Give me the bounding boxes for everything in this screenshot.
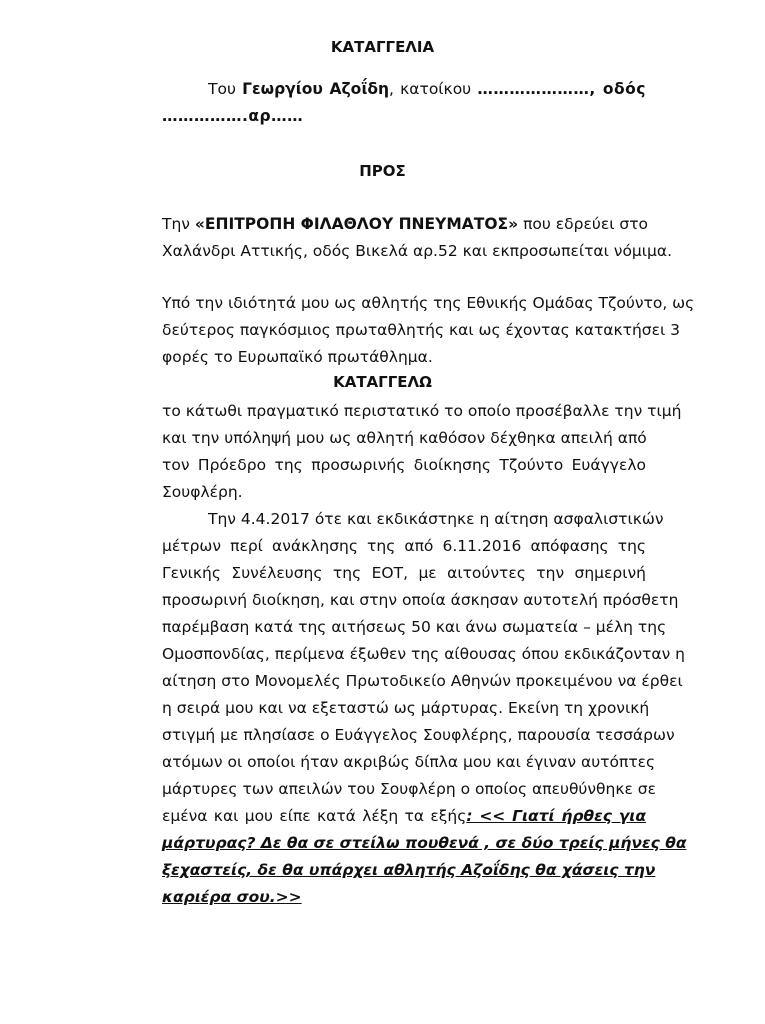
narrative-line: Την 4.4.2017 ότε και εκδικάστηκε η αίτηση ασφαλιστικών (208, 510, 664, 528)
recipient-prefix: Την (162, 215, 190, 233)
to-heading: ΠΡΟΣ (359, 162, 406, 180)
recipient-line-1 (162, 211, 649, 238)
quote-line: ξεχαστείς, δε θα υπάρχει αθλητής Αζοΐδης θα χάσεις την (162, 861, 656, 879)
narrative-line: η σειρά μου και να εξεταστώ ως μάρτυρας. Εκείνη τη χρονική (162, 699, 650, 717)
recipient-seat: που εδρεύει στο (523, 215, 649, 233)
sender-block (162, 76, 646, 130)
quote-line: μάρτυρας? Δε θα σε στείλω πουθενά , σε δύο τρείς μήνες θα (162, 834, 687, 852)
incident-line: τον Πρόεδρο της προσωρινής διοίκησης Τζούντο Ευάγγελο (162, 456, 646, 474)
narrative-paragraph (162, 506, 687, 911)
recipient-block (162, 211, 673, 265)
sender-address-blank: …………………, οδός (477, 80, 646, 98)
narrative-quote-start-line (162, 803, 646, 830)
capacity-paragraph (162, 290, 695, 371)
narrative-last-text: εμένα και μου είπε κατά λέξη τα εξής (162, 807, 467, 825)
narrative-line: προσωρινή διοίκηση, και στην οποία άσκησαν αυτοτελή πρόσθετη (162, 591, 679, 609)
capacity-line: δεύτερος παγκόσμιος πρωταθλητής και ως έχοντας κατακτήσει 3 (162, 321, 681, 339)
narrative-line: ατόμων οι οποίοι ήταν ακριβώς δίπλα μου και έγιναν αυτόπτες (162, 753, 656, 771)
capacity-line: φορές το Ευρωπαϊκό πρωτάθλημα. (162, 348, 433, 366)
recipient-line-2: Χαλάνδρι Αττικής, οδός Βικελά αρ.52 και εκπροσωπείται νόμιμα. (162, 242, 673, 260)
incident-paragraph (162, 398, 682, 506)
narrative-line: στιγμή με πλησίασε ο Ευάγγελος Σουφλέρης, παρουσία τεσσάρων (162, 726, 675, 744)
recipient-name: «ΕΠΙΤΡΟΠΗ ΦΙΛΑΘΛΟΥ ΠΝΕΥΜΑΤΟΣ» (194, 215, 519, 233)
quote-end: καριέρα σου.>> (162, 888, 302, 906)
capacity-line: Υπό την ιδιότητά μου ως αθλητής της Εθνικής Ομάδας Τζούντο, ως (162, 294, 695, 312)
narrative-line: μέτρων περί ανάκλησης της από 6.11.2016 απόφασης της (162, 537, 646, 555)
narrative-line: αίτηση στο Μονομελές Πρωτοδικείο Αθηνών προκειμένου να έρθει (162, 672, 683, 690)
narrative-line: μάρτυρες των απειλών του Σουφλέρη ο οποίος απευθύνθηκε σε (162, 780, 657, 798)
incident-line: Σουφλέρη. (162, 483, 243, 501)
incident-line: και την υπόληψή μου ως αθλητή καθόσον δέχθηκα απειλή από (162, 429, 647, 447)
incident-line: το κάτωθι πραγματικό περιστατικό το οποίο προσέβαλλε την τιμή (162, 402, 682, 420)
sender-line-1 (162, 76, 646, 103)
sender-residence-label: , κατοίκου (389, 80, 472, 98)
narrative-line: Ομοσπονδίας, περίμενα έξωθεν της αίθουσας όπου εκδικάζονταν η (162, 645, 685, 663)
denounce-heading: ΚΑΤΑΓΓΕΛΩ (333, 373, 432, 391)
quote-start: : << Γιατί ήρθες για (466, 807, 646, 825)
document-title: ΚΑΤΑΓΓΕΛΙΑ (330, 38, 435, 56)
sender-line-2: …………….αρ…… (162, 107, 304, 125)
narrative-line: Γενικής Συνέλευσης της ΕΟΤ, με αιτούντες την σημερινή (162, 564, 646, 582)
sender-name: Γεωργίου Αζοΐδη (242, 80, 390, 98)
narrative-line: παρέμβαση κατά της αιτήσεως 50 και άνω σωματεία – μέλη της (162, 618, 667, 636)
sender-prefix: Του (208, 80, 236, 98)
